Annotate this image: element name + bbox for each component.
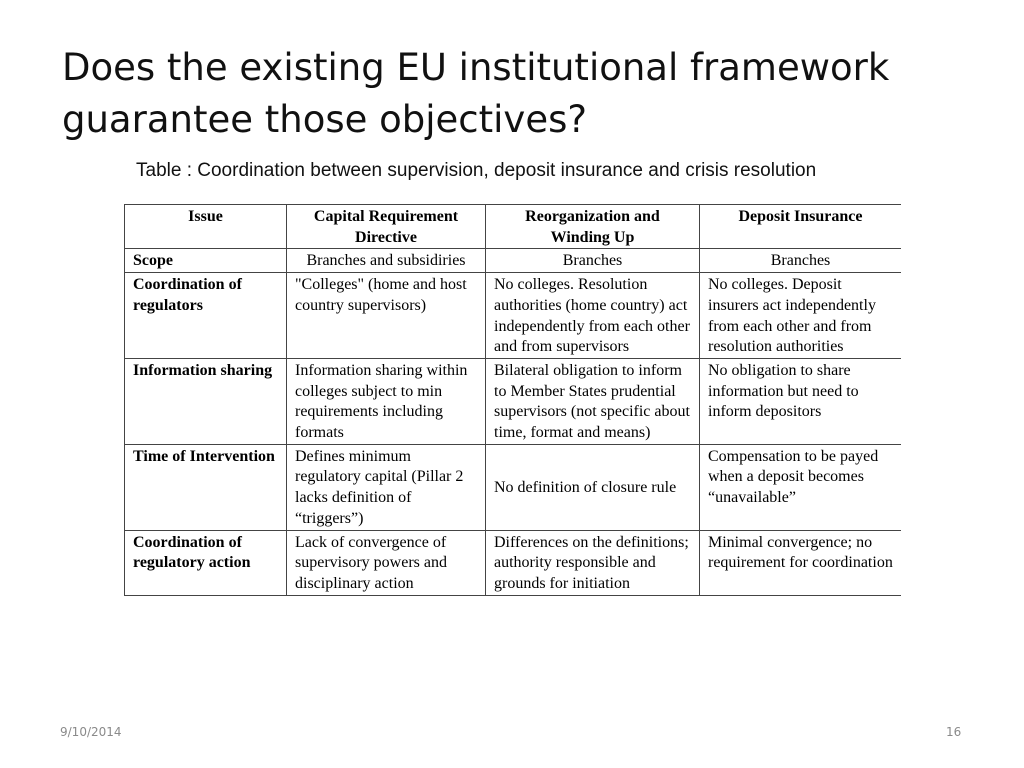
cell-di-regulatory-action: Minimal convergence; no requirement for coordination xyxy=(700,530,902,595)
cell-crd-coordination: "Colleges" (home and host country supervisors) xyxy=(287,273,486,359)
row-label-time-of-intervention: Time of Intervention xyxy=(125,444,287,530)
coordination-table xyxy=(124,204,901,596)
table-container xyxy=(124,204,901,750)
cell-crd-information-sharing: Information sharing within colleges subject to min requirements including formats xyxy=(287,358,486,444)
cell-di-information-sharing: No obligation to share information but need to inform depositors xyxy=(700,358,902,444)
table-row-coordination-of-regulators xyxy=(125,273,902,359)
slide-title: Does the existing EU institutional framework guarantee those objectives? xyxy=(62,46,890,141)
header-deposit-insurance: Deposit Insurance xyxy=(700,205,902,249)
table-row-scope xyxy=(125,249,902,273)
row-label-scope: Scope xyxy=(125,249,287,273)
cell-crd-time-of-intervention: Defines minimum regulatory capital (Pillar 2 lacks definition of “triggers”) xyxy=(287,444,486,530)
table-row-time-of-intervention xyxy=(125,444,902,530)
cell-rwu-coordination: No colleges. Resolution authorities (home country) act independently from each other and from supervisors xyxy=(486,273,700,359)
slide-number: 16 xyxy=(946,725,962,739)
header-capital-requirement-directive: Capital Requirement Directive xyxy=(287,205,486,249)
cell-rwu-scope: Branches xyxy=(486,249,700,273)
row-label-coordination-of-regulators: Coordination of regulators xyxy=(125,273,287,359)
table-row-coordination-of-regulatory-action xyxy=(125,530,902,595)
header-reorganization-winding-up: Reorganization and Winding Up xyxy=(486,205,700,249)
row-label-information-sharing: Information sharing xyxy=(125,358,287,444)
cell-rwu-information-sharing: Bilateral obligation to inform to Member States prudential supervisors (not specific about time, format and means) xyxy=(486,358,700,444)
table-header-row xyxy=(125,205,902,249)
cell-di-coordination: No colleges. Deposit insurers act independently from each other and from resolution authorities xyxy=(700,273,902,359)
header-issue: Issue xyxy=(125,205,287,249)
cell-rwu-time-of-intervention: No definition of closure rule xyxy=(486,444,700,530)
cell-crd-scope: Branches and subsidiries xyxy=(287,249,486,273)
table-row-information-sharing xyxy=(125,358,902,444)
cell-rwu-regulatory-action: Differences on the definitions; authority responsible and grounds for initiation xyxy=(486,530,700,595)
row-label-coordination-of-regulatory-action: Coordination of regulatory action xyxy=(125,530,287,595)
cell-di-scope: Branches xyxy=(700,249,902,273)
cell-crd-regulatory-action: Lack of convergence of supervisory powers and disciplinary action xyxy=(287,530,486,595)
footer-date: 9/10/2014 xyxy=(60,725,122,739)
cell-di-time-of-intervention: Compensation to be payed when a deposit becomes “unavailable” xyxy=(700,444,902,530)
table-caption: Table : Coordination between supervision, deposit insurance and crisis resolution xyxy=(136,160,817,181)
